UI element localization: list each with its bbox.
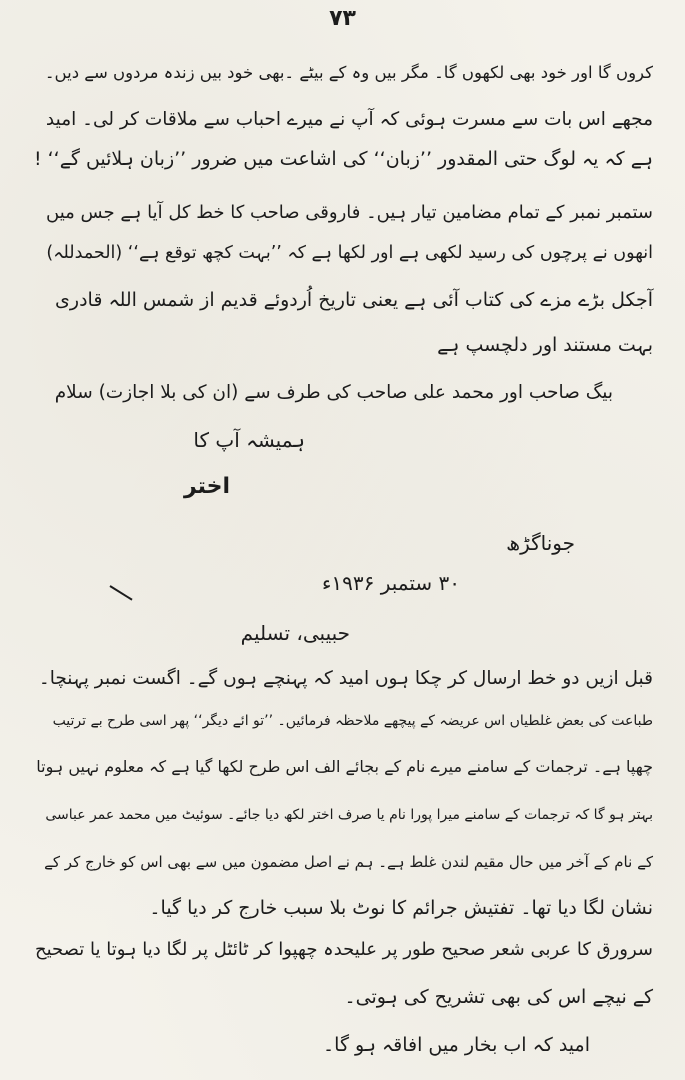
letter2-line-9: امید کہ اب بخار میں افاقہ ہو گا۔ bbox=[323, 1034, 590, 1056]
letter2-line-5: کے نام کے آخر میں حال مقیم لندن غلط ہے۔ ہم نے اصل مضمون میں سے بھی اس کو خارج کر کے bbox=[44, 853, 653, 871]
letter2-line-6: نشان لگا دیا تھا۔ تفتیش جرائم کا نوٹ بلا سبب خارج کر دیا گیا۔ bbox=[149, 897, 653, 919]
letter1-line-5: انھوں نے پرچوں کی رسید لکھی ہے اور لکھا ہے کہ ’’بہت کچھ توقع ہے‘‘ (الحمدللہ) bbox=[46, 243, 653, 263]
letter2-salutation: حبیبی، تسلیم bbox=[240, 621, 350, 645]
letter1-line-3: ہے کہ یہ لوگ حتی المقدور ’’زبان‘‘ کی اشاعت میں ضرور ’’زبان ہلائیں گے‘‘ ! bbox=[33, 148, 653, 170]
letter1-line-1: کروں گا اور خود بھی لکھوں گا۔ مگر بیں وہ کے بیٹے ۔بھی خود بیں زندہ مردوں سے دیں۔ bbox=[44, 63, 653, 82]
pen-stroke-mark bbox=[109, 585, 132, 600]
letter2-date: ۳۰ ستمبر ۱۹۳۶ء bbox=[322, 571, 460, 595]
letter2-place: جوناگڑھ bbox=[506, 531, 575, 555]
letter2-line-7: سرورق کا عربی شعر صحیح طور پر علیحدہ چھپوا کر ٹائٹل پر لگا دیا ہوتا یا تصحیح bbox=[34, 939, 653, 960]
letter2-line-8: کے نیچے اس کی بھی تشریح کی ہوتی۔ bbox=[344, 986, 653, 1008]
letter2-line-3: چھپا ہے۔ ترجمات کے سامنے میرے نام کے بجائے الف اس طرح لکھا گیا ہے کہ معلوم نہیں ہوتا bbox=[36, 757, 653, 776]
letter1-line-4: ستمبر نمبر کے تمام مضامین تیار ہیں۔ فاروقی صاحب کا خط کل آیا ہے جس میں bbox=[46, 202, 653, 223]
letter2-line-4: بہتر ہو گا کہ ترجمات کے سامنے میرا پورا نام یا صرف اختر لکھ دیا جائے۔ سوئیٹ میں محمد عمر عباسی bbox=[45, 807, 653, 823]
page-number: ۷۳ bbox=[329, 6, 356, 31]
letter1-greeting-line: بیگ صاحب اور محمد علی صاحب کی طرف سے (ان کی بلا اجازت) سلام bbox=[54, 382, 613, 403]
letter2-line-1: قبل ازیں دو خط ارسال کر چکا ہوں امید کہ پہنچے ہوں گے۔ اگست نمبر پہنچا۔ bbox=[38, 668, 653, 689]
letter1-closing: ہمیشہ آپ کا bbox=[193, 428, 305, 452]
letter2-line-2: طباعت کی بعض غلطیاں اس عریضہ کے پیچھے ملاحظہ فرمائیں۔ ’’تو ائے دیگر‘‘ پھر اسی طرح بے ترتیب bbox=[52, 713, 653, 729]
letter1-line-6: آجکل بڑے مزے کی کتاب آئی ہے یعنی تاریخ اُردوئے قدیم از شمس اللہ قادری bbox=[55, 289, 653, 311]
letter1-line-2: مجھے اس بات سے مسرت ہوئی کہ آپ نے میرے احباب سے ملاقات کر لی۔ امید bbox=[45, 109, 653, 130]
letter1-signature: اختر bbox=[183, 474, 230, 499]
letter1-line-7: بہت مستند اور دلچسپ ہے bbox=[437, 334, 653, 356]
